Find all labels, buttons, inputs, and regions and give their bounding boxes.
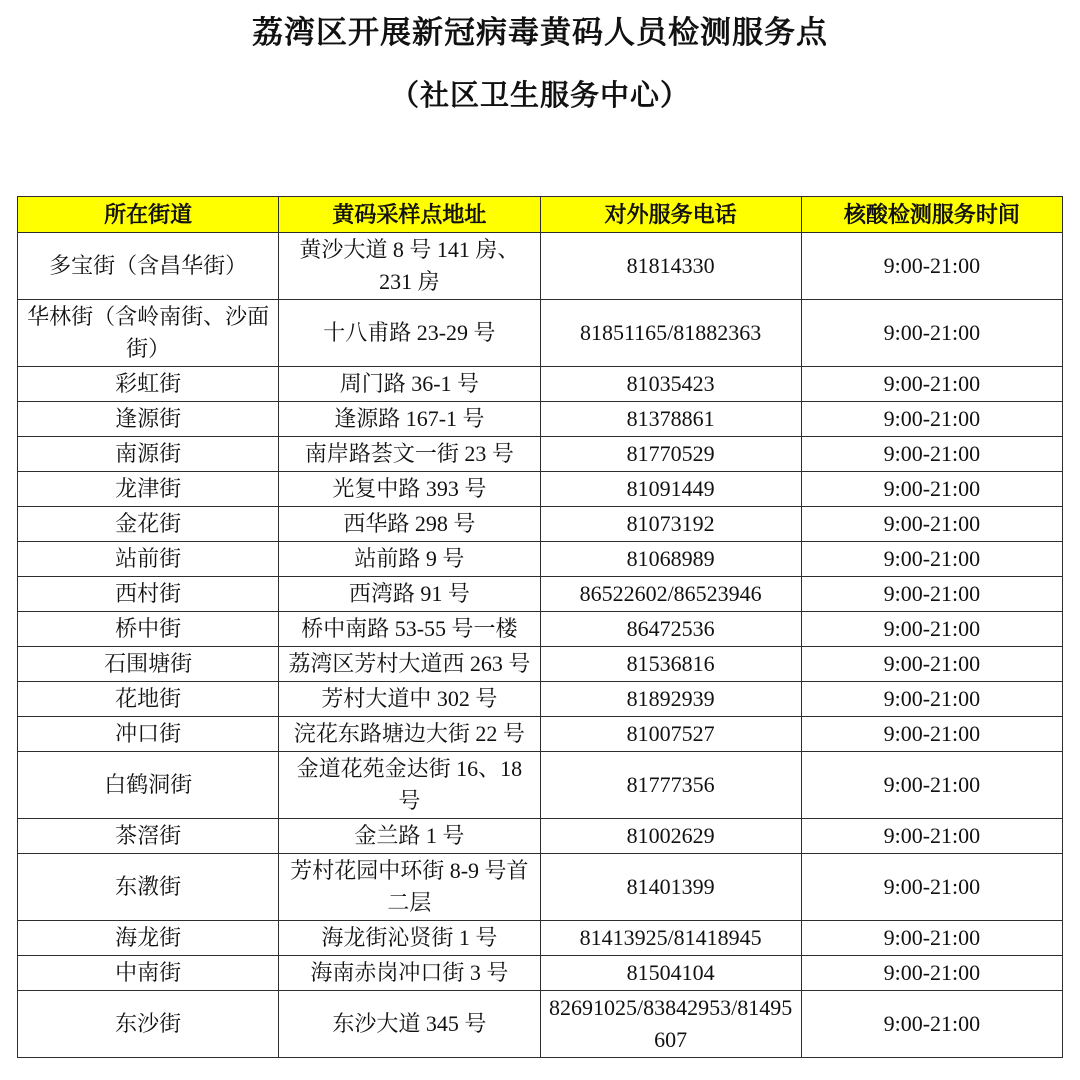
cell-street: 冲口街 — [18, 717, 279, 752]
cell-time: 9:00-21:00 — [801, 717, 1062, 752]
table-row — [18, 402, 1063, 437]
table-row — [18, 507, 1063, 542]
cell-phone: 81035423 — [540, 367, 801, 402]
cell-phone: 82691025/83842953/81495607 — [540, 991, 801, 1058]
table-row — [18, 367, 1063, 402]
cell-phone: 81007527 — [540, 717, 801, 752]
table-row — [18, 956, 1063, 991]
cell-time: 9:00-21:00 — [801, 991, 1062, 1058]
service-points-table — [17, 196, 1063, 1058]
column-header-0: 所在街道 — [18, 197, 279, 233]
cell-street: 东沙街 — [18, 991, 279, 1058]
cell-time: 9:00-21:00 — [801, 819, 1062, 854]
cell-street: 西村街 — [18, 577, 279, 612]
cell-phone: 81892939 — [540, 682, 801, 717]
table-header-row — [18, 197, 1063, 233]
table-row — [18, 682, 1063, 717]
table-row — [18, 921, 1063, 956]
cell-street: 茶滘街 — [18, 819, 279, 854]
cell-time: 9:00-21:00 — [801, 921, 1062, 956]
column-header-3: 核酸检测服务时间 — [801, 197, 1062, 233]
cell-address: 周门路 36-1 号 — [279, 367, 540, 402]
cell-street: 桥中街 — [18, 612, 279, 647]
table-row — [18, 472, 1063, 507]
cell-phone: 81378861 — [540, 402, 801, 437]
cell-time: 9:00-21:00 — [801, 367, 1062, 402]
cell-address: 西华路 298 号 — [279, 507, 540, 542]
cell-address: 西湾路 91 号 — [279, 577, 540, 612]
table-header — [18, 197, 1063, 233]
cell-time: 9:00-21:00 — [801, 752, 1062, 819]
cell-address: 十八甫路 23-29 号 — [279, 300, 540, 367]
cell-phone: 81851165/81882363 — [540, 300, 801, 367]
column-header-1: 黄码采样点地址 — [279, 197, 540, 233]
cell-address: 东沙大道 345 号 — [279, 991, 540, 1058]
cell-phone: 81002629 — [540, 819, 801, 854]
cell-time: 9:00-21:00 — [801, 437, 1062, 472]
cell-phone: 81770529 — [540, 437, 801, 472]
table-row — [18, 819, 1063, 854]
cell-address: 芳村花园中环街 8-9 号首二层 — [279, 854, 540, 921]
page-title: 荔湾区开展新冠病毒黄码人员检测服务点 — [252, 15, 828, 50]
cell-address: 桥中南路 53-55 号一楼 — [279, 612, 540, 647]
cell-address: 站前路 9 号 — [279, 542, 540, 577]
cell-phone: 81777356 — [540, 752, 801, 819]
cell-time: 9:00-21:00 — [801, 542, 1062, 577]
cell-time: 9:00-21:00 — [801, 402, 1062, 437]
cell-time: 9:00-21:00 — [801, 233, 1062, 300]
cell-address: 逢源路 167-1 号 — [279, 402, 540, 437]
page-subtitle: （社区卫生服务中心） — [389, 80, 690, 112]
cell-time: 9:00-21:00 — [801, 647, 1062, 682]
cell-time: 9:00-21:00 — [801, 956, 1062, 991]
table-row — [18, 300, 1063, 367]
cell-address: 南岸路荟文一街 23 号 — [279, 437, 540, 472]
cell-street: 站前街 — [18, 542, 279, 577]
table-row — [18, 647, 1063, 682]
cell-address: 芳村大道中 302 号 — [279, 682, 540, 717]
cell-time: 9:00-21:00 — [801, 507, 1062, 542]
cell-address: 金道花苑金达街 16、18 号 — [279, 752, 540, 819]
cell-time: 9:00-21:00 — [801, 472, 1062, 507]
cell-time: 9:00-21:00 — [801, 612, 1062, 647]
cell-time: 9:00-21:00 — [801, 577, 1062, 612]
cell-address: 荔湾区芳村大道西 263 号 — [279, 647, 540, 682]
cell-phone: 81068989 — [540, 542, 801, 577]
cell-street: 多宝街（含昌华街） — [18, 233, 279, 300]
cell-address: 光复中路 393 号 — [279, 472, 540, 507]
cell-time: 9:00-21:00 — [801, 300, 1062, 367]
column-header-2: 对外服务电话 — [540, 197, 801, 233]
cell-phone: 81504104 — [540, 956, 801, 991]
table-row — [18, 991, 1063, 1058]
cell-street: 中南街 — [18, 956, 279, 991]
table-body — [18, 233, 1063, 1058]
cell-street: 南源街 — [18, 437, 279, 472]
table-row — [18, 577, 1063, 612]
cell-time: 9:00-21:00 — [801, 854, 1062, 921]
cell-street: 逢源街 — [18, 402, 279, 437]
table-row — [18, 717, 1063, 752]
cell-address: 黄沙大道 8 号 141 房、231 房 — [279, 233, 540, 300]
cell-address: 金兰路 1 号 — [279, 819, 540, 854]
cell-street: 金花街 — [18, 507, 279, 542]
cell-street: 海龙街 — [18, 921, 279, 956]
cell-phone: 81073192 — [540, 507, 801, 542]
table-row — [18, 612, 1063, 647]
table-row — [18, 542, 1063, 577]
cell-street: 华林街（含岭南街、沙面街） — [18, 300, 279, 367]
cell-phone: 81814330 — [540, 233, 801, 300]
cell-phone: 86522602/86523946 — [540, 577, 801, 612]
table-row — [18, 233, 1063, 300]
cell-street: 龙津街 — [18, 472, 279, 507]
cell-phone: 81091449 — [540, 472, 801, 507]
cell-street: 白鹤洞街 — [18, 752, 279, 819]
cell-phone: 81536816 — [540, 647, 801, 682]
cell-address: 浣花东路塘边大街 22 号 — [279, 717, 540, 752]
cell-street: 花地街 — [18, 682, 279, 717]
cell-phone: 81401399 — [540, 854, 801, 921]
table-row — [18, 437, 1063, 472]
cell-street: 石围塘街 — [18, 647, 279, 682]
cell-street: 彩虹街 — [18, 367, 279, 402]
table-row — [18, 752, 1063, 819]
cell-street: 东漖街 — [18, 854, 279, 921]
cell-phone: 81413925/81418945 — [540, 921, 801, 956]
cell-address: 海龙街沁贤街 1 号 — [279, 921, 540, 956]
cell-time: 9:00-21:00 — [801, 682, 1062, 717]
cell-address: 海南赤岗冲口街 3 号 — [279, 956, 540, 991]
table-row — [18, 854, 1063, 921]
cell-phone: 86472536 — [540, 612, 801, 647]
